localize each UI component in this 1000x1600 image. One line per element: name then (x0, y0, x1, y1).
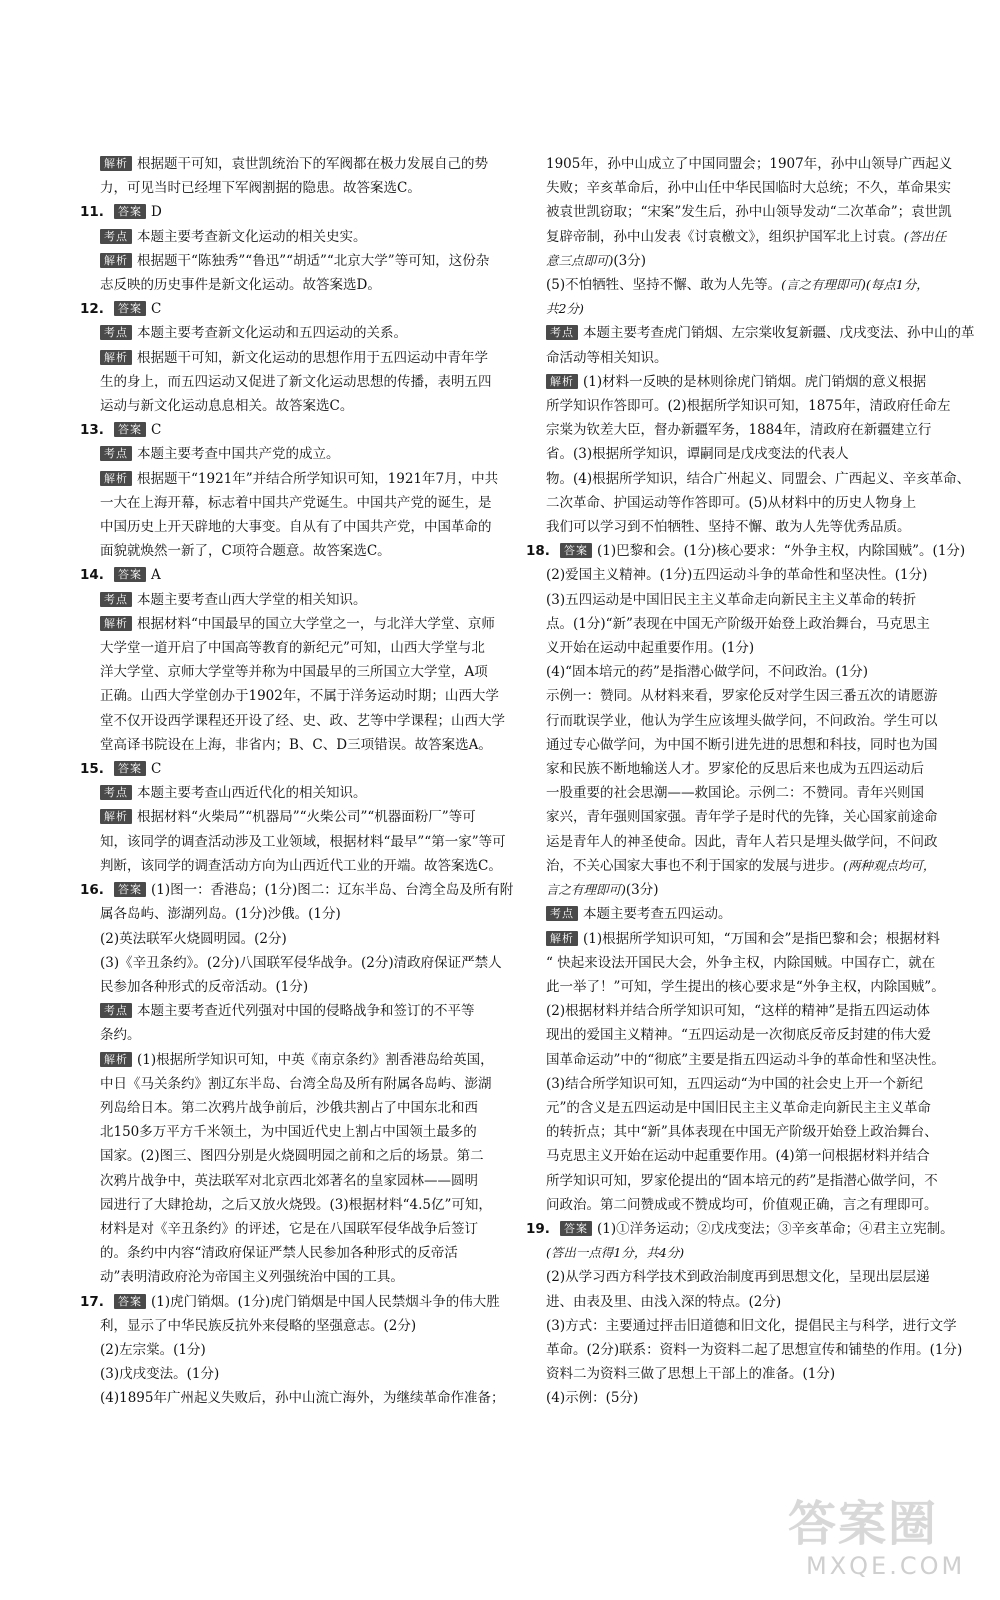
text-line (528, 854, 940, 878)
text-line (528, 709, 940, 733)
text-line (528, 1072, 940, 1096)
line-text: 根据题干“1921年”并结合所学知识可知，1921年7月，中共 (137, 470, 499, 487)
line-text: 根据材料“中国最早的国立大学堂之一，与北洋大学堂、京师 (137, 615, 495, 632)
line-text: 根据题干“陈独秀”“鲁迅”“胡适”“北京大学”等可知，这份杂 (137, 252, 490, 269)
text-line (82, 781, 492, 805)
line-text: 点。(1分)“新”表现在中国无产阶级开始登上政治舞台，马克思主 (546, 615, 930, 632)
text-line (528, 370, 940, 394)
text-line (82, 975, 492, 999)
text-line (528, 515, 940, 539)
label-badge: 答案 (560, 543, 592, 558)
text-line (528, 781, 940, 805)
line-text: (2)从学习西方科学技术到政治制度再到思想文化，呈现出层层递 (546, 1269, 930, 1286)
question-answer-line (82, 418, 492, 442)
text-line (528, 1144, 940, 1168)
line-text: (3)戊戌变法。(1分) (100, 1366, 220, 1383)
line-text: (3)《辛丑条约》。(2分)八国联军侵华战争。(2分)清政府保证严禁人 (100, 954, 502, 971)
text-line (528, 975, 945, 999)
question-number: 19. (526, 1220, 550, 1237)
text-line (82, 951, 502, 975)
line-text: 志反映的历史事件是新文化运动。故答案选D。 (100, 277, 381, 294)
question-number: 18. (526, 543, 550, 560)
scoring-note: (言之有理即可)(每点1分， (781, 277, 929, 293)
question-answer-line (80, 1290, 500, 1314)
line-text: 力，可见当时已经埋下军阀割据的隐患。故答案选C。 (100, 180, 421, 197)
text-line (82, 346, 492, 370)
text-line (528, 1362, 940, 1386)
line-text: 本题主要考查山西近代化的相关知识。 (137, 785, 367, 802)
text-line (528, 927, 940, 951)
scoring-note: 意三点即可) (546, 252, 614, 268)
line-text: (3)五四运动是中国旧民主主义革命走向新民主主义革命的转折 (546, 591, 917, 608)
text-line (528, 830, 940, 854)
line-text: (1)①洋务运动；②戊戌变法；③辛亥革命；④君主立宪制。 (597, 1220, 954, 1237)
line-text: 中国历史上开天辟地的大事变。自从有了中国共产党，中国革命的 (100, 519, 492, 536)
label-badge: 考点 (100, 446, 132, 461)
line-text: 根据题干可知，袁世凯统治下的军阀都在极力发展自己的势 (137, 156, 488, 172)
text-line (82, 249, 492, 273)
score-points: (3分) (625, 882, 659, 899)
line-text: 本题主要考查山西大学堂的相关知识。 (137, 591, 367, 608)
text-line (82, 321, 492, 345)
line-text: 问政治。第二问赞成或不赞成均可，价值观正确，言之有理即可。 (546, 1196, 938, 1213)
line-text: D (151, 204, 162, 221)
label-badge: 解析 (100, 253, 132, 268)
watermark-logo-text: 答案圈 (788, 1496, 939, 1552)
text-line (82, 660, 492, 684)
text-line (82, 394, 492, 418)
line-text: 本题主要考查新文化运动的相关史实。 (137, 228, 367, 245)
question-answer-line (82, 200, 492, 224)
question-number: 15. (80, 761, 104, 778)
label-badge: 解析 (100, 156, 132, 171)
label-badge: 解析 (100, 1052, 132, 1067)
text-line (82, 539, 492, 563)
text-line (82, 1072, 492, 1096)
line-text: 二次革命、护国运动等作答即可。(5)从材料中的历史人物身上 (546, 494, 917, 511)
line-text: 马克思主义开始在运动中起重要作用。(4)第一问根据材料并结合 (546, 1148, 930, 1165)
score-points: (3分) (613, 252, 647, 269)
line-text: 1905年，孙中山成立了中国同盟会；1907年，孙中山领导广西起义 (546, 156, 953, 172)
text-line (528, 1193, 940, 1217)
line-text: “ 快起来设法开国民大会，外争主权，内除国贼。中国存亡，就在 (546, 954, 936, 971)
text-line (82, 152, 492, 176)
text-line (528, 1314, 957, 1338)
text-line (528, 660, 940, 684)
text-line (528, 1241, 940, 1265)
scoring-note: 言之有理即可) (546, 882, 626, 898)
text-line (528, 636, 940, 660)
line-text: 的。条约中内容“清政府保证严禁人民参加各种形式的反帝活 (100, 1245, 458, 1262)
text-line (528, 225, 947, 249)
scoring-note: (答出任 (903, 228, 947, 244)
text-line (82, 1386, 505, 1410)
line-text: 利，显示了中华民族反抗外来侵略的坚强意志。(2分) (100, 1317, 417, 1334)
question-answer-line (82, 563, 492, 587)
text-line (82, 1338, 492, 1362)
line-text: 此一举了！”可知，学生提出的核心要求是“外争主权，内除国贼”。 (546, 978, 945, 995)
label-badge: 考点 (100, 325, 132, 340)
text-line (82, 805, 492, 829)
line-text: 物。(4)根据所学知识，结合广州起义、同盟会、广西起义、辛亥革命、 (546, 470, 971, 487)
line-text: 家和民族不断地输送人才。罗家伦的反思后来也成为五四运动后 (546, 761, 924, 778)
line-text: 本题主要考查新文化运动和五四运动的关系。 (137, 325, 407, 342)
line-text: 现出的爱国主义精神。“五四运动是一次彻底反帝反封建的伟大爱 (546, 1027, 931, 1044)
line-text: 本题主要考查近代列强对中国的侵略战争和签订的不平等 (137, 1003, 475, 1020)
line-text: 复辟帝制，孙中山发表《讨袁檄文》，组织护国军北上讨袁。 (546, 228, 904, 245)
text-line (82, 1048, 492, 1072)
line-text: 进、由表及里、由浅入深的特点。(2分) (546, 1293, 782, 1310)
label-badge: 答案 (114, 567, 146, 582)
line-text: 列岛给日本。第二次鸦片战争前后，沙俄共割占了中国东北和西 (100, 1099, 478, 1116)
line-text: 园进行了大肆抢劫，之后又放火烧毁。(3)根据材料“4.5亿”可知， (100, 1196, 492, 1213)
line-text: 知，该同学的调查活动涉及工业领域，根据材料“最早”“第一家”等可 (100, 833, 506, 850)
line-text: 本题主要考查五四运动。 (583, 906, 732, 923)
text-line (528, 612, 940, 636)
line-text: 家兴，青年强则国家强。青年学子是时代的先锋，关心国家前途命 (546, 809, 938, 826)
watermark-url: MXQE.COM (806, 1552, 966, 1580)
text-line (82, 999, 492, 1023)
line-text: C (151, 761, 162, 778)
line-text: (3)方式：主要通过抨击旧道德和旧文化，提倡民主与科学，进行文学 (546, 1317, 957, 1334)
line-text: 所学知识可知，罗家伦提出的“固本培元的药”是指潜心做学问，不 (546, 1172, 938, 1189)
line-text: (1)根据所学知识可知，中英《南京条约》割香港岛给英国， (137, 1051, 494, 1068)
line-text: (1)巴黎和会。(1分)核心要求：“外争主权，内除国贼”。(1分) (597, 543, 966, 560)
line-text: 中日《马关条约》割辽东半岛、台湾全岛及所有附属各岛屿、澎湖 (100, 1075, 492, 1092)
line-text: 材料是对《辛丑条约》的评述，它是在八国联军侵华战争后签订 (100, 1220, 478, 1237)
text-line (82, 612, 495, 636)
text-line (528, 297, 940, 321)
line-text: 堂高译书院设在上海，非省内；B、C、D三项错误。故答案选A。 (100, 736, 492, 753)
text-line (528, 757, 940, 781)
line-text: 宗棠为钦差大臣，督办新疆军务，1884年，清政府在新疆建立行 (546, 422, 932, 439)
line-text: 国革命运动”中的“彻底”主要是指五四运动斗争的革命性和坚决性。 (546, 1051, 945, 1068)
question-number: 14. (80, 567, 104, 584)
question-number: 16. (80, 882, 104, 899)
text-line (82, 1120, 492, 1144)
label-badge: 考点 (100, 785, 132, 800)
line-text: 我们可以学习到不怕牺牲、坚持不懈、敢为人先等优秀品质。 (546, 519, 911, 536)
text-line (82, 273, 492, 297)
line-text: 大学堂一道开启了中国高等教育的新纪元”可知，山西大学堂与北 (100, 640, 485, 657)
label-badge: 解析 (100, 809, 132, 824)
text-line (82, 1265, 492, 1289)
text-line (528, 588, 940, 612)
text-line (82, 830, 506, 854)
text-line (82, 854, 502, 878)
line-text: (1)图一：香港岛；(1分)图二：辽东半岛、台湾全岛及所有附 (151, 882, 514, 899)
text-line (82, 1217, 492, 1241)
line-text: 元”的含义是五四运动是中国旧民主主义革命走向新民主主义革命 (546, 1099, 931, 1116)
line-text: (2)英法联军火烧圆明园。(2分) (100, 930, 287, 947)
text-line (528, 902, 940, 926)
text-line (82, 1096, 492, 1120)
line-text: 本题主要考查中国共产党的成立。 (137, 446, 340, 463)
label-badge: 答案 (114, 761, 146, 776)
line-text: 民参加各种形式的反帝活动。(1分) (100, 978, 309, 995)
text-line (82, 636, 492, 660)
text-line (528, 1048, 945, 1072)
scoring-note: (答出一点得1分，共4分) (546, 1245, 685, 1261)
line-text: 革命。(2分)联系：资料一为资料二起了思想宣传和铺垫的作用。(1分) (546, 1341, 963, 1358)
line-text: 面貌就焕然一新了，C项符合题意。故答案选C。 (100, 543, 391, 560)
label-badge: 解析 (100, 350, 132, 365)
text-line (82, 733, 492, 757)
text-line (528, 176, 951, 200)
text-line (528, 467, 971, 491)
text-line (528, 684, 940, 708)
line-text: 所学知识作答即可。(2)根据所学知识可知，1875年，清政府任命左 (546, 398, 951, 415)
question-number: 17. (80, 1293, 104, 1310)
left-column (80, 152, 514, 1411)
text-line (82, 1169, 492, 1193)
text-line (82, 1362, 492, 1386)
text-line (528, 152, 953, 176)
text-line (82, 1314, 492, 1338)
text-line (528, 1386, 940, 1410)
scoring-note: (两种观点均可， (843, 857, 936, 873)
label-badge: 考点 (100, 229, 132, 244)
question-number: 13. (80, 422, 104, 439)
text-line (528, 249, 940, 273)
line-text: (2)爱国主义精神。(1分)五四运动斗争的革命性和坚决性。(1分) (546, 567, 928, 584)
line-text: (2)左宗棠。(1分) (100, 1341, 206, 1358)
text-line (528, 1290, 940, 1314)
text-line (82, 684, 499, 708)
line-text: 次鸦片战争中，英法联军对北京西北郊著名的皇家园林——圆明 (100, 1172, 478, 1189)
line-text: 通过专心做学问，为中国不断引进先进的思想和科技，同时也为国 (546, 736, 938, 753)
label-badge: 解析 (100, 616, 132, 631)
text-line (528, 200, 952, 224)
text-line (528, 394, 951, 418)
text-line (528, 346, 940, 370)
line-text: 一大在上海开幕，标志着中国共产党诞生。中国共产党的诞生，是 (100, 494, 492, 511)
line-text: (4)“固本培元的药”是指潜心做学问，不问政治。(1分) (546, 664, 869, 681)
text-line (528, 733, 940, 757)
text-line (82, 1193, 492, 1217)
line-text: 属各岛屿、澎湖列岛。(1分)沙俄。(1分) (100, 906, 341, 923)
text-line (528, 1265, 940, 1289)
text-line (528, 999, 940, 1023)
text-line (82, 1144, 492, 1168)
label-badge: 解析 (546, 931, 578, 946)
line-text: 正确。山西大学堂创办于1902年，不属于洋务运动时期；山西大学 (100, 688, 499, 705)
text-line (528, 1120, 940, 1144)
line-text: C (151, 422, 162, 439)
line-text: 根据题干可知，新文化运动的思想作用于五四运动中青年学 (137, 349, 488, 366)
text-line (528, 442, 940, 466)
line-text: C (151, 301, 162, 318)
site-watermark (788, 1496, 968, 1586)
text-line (82, 927, 492, 951)
line-text: (5)不怕牺牲、坚持不懈、敢为人先等。 (546, 277, 782, 294)
label-badge: 答案 (114, 204, 146, 219)
label-badge: 考点 (546, 325, 578, 340)
line-text: 条约。 (100, 1027, 141, 1044)
text-line (528, 1338, 963, 1362)
line-text: A (151, 567, 161, 584)
text-line (528, 1169, 940, 1193)
line-text: 洋大学堂、京师大学堂等并称为中国最早的三所国立大学堂，A项 (100, 664, 488, 681)
text-line (82, 709, 505, 733)
line-text: 运动与新文化运动息息相关。故答案选C。 (100, 398, 354, 415)
text-line (82, 1023, 492, 1047)
line-text: 行而耽误学业，他认为学生应该埋头做学问，不问政治。学生可以 (546, 712, 938, 729)
label-badge: 答案 (114, 882, 146, 897)
text-line (528, 1023, 940, 1047)
text-line (82, 1241, 492, 1265)
text-line (528, 321, 975, 345)
line-text: 的转折点；其中“新”具体表现在中国无产阶级开始登上政治舞台、 (546, 1124, 938, 1141)
label-badge: 考点 (100, 1003, 132, 1018)
text-line (82, 515, 492, 539)
line-text: (1)虎门销烟。(1分)虎门销烟是中国人民禁烟斗争的伟大胜 (151, 1293, 500, 1310)
text-line (82, 588, 492, 612)
line-text: 省。(3)根据所学知识，谭嗣同是戊戌变法的代表人 (546, 446, 849, 463)
text-line (82, 902, 492, 926)
line-text: (1)材料一反映的是林则徐虎门销烟。虎门销烟的意义根据 (583, 373, 927, 390)
text-line (82, 467, 499, 491)
line-text: 动”表明清政府沦为帝国主义列强统治中国的工具。 (100, 1269, 404, 1286)
text-line (82, 370, 492, 394)
question-answer-line (526, 1217, 954, 1241)
label-badge: 解析 (100, 471, 132, 486)
scoring-note: 共2分) (546, 301, 584, 317)
line-text: (2)根据材料并结合所学知识可知，“这样的精神”是指五四运动体 (546, 1003, 930, 1020)
text-line (528, 491, 940, 515)
line-text: (1)根据所学知识可知，“万国和会”是指巴黎和会；根据材料 (583, 930, 940, 947)
label-badge: 答案 (114, 422, 146, 437)
question-number: 11. (80, 204, 104, 221)
text-line (528, 273, 940, 297)
line-text: 一股重要的社会思潮——救国论。示例二：不赞同。青年兴则国 (546, 785, 924, 802)
line-text: 本题主要考查虎门销烟、左宗棠收复新疆、戊戌变法、孙中山的革 (583, 325, 975, 342)
text-line (528, 418, 940, 442)
line-text: (3)结合所学知识可知，五四运动“为中国的社会史上开一个新纪 (546, 1075, 924, 1092)
label-badge: 考点 (546, 906, 578, 921)
right-column (526, 152, 975, 1411)
line-text: 资料二为资料三做了思想上干部上的准备。(1分) (546, 1366, 836, 1383)
line-text: 被袁世凯窃取；“宋案”发生后，孙中山领导发动“二次革命”；袁世凯 (546, 204, 952, 221)
line-text: 生的身上，而五四运动又促进了新文化运动思想的传播，表明五四 (100, 373, 492, 390)
line-text: 国家。(2)图三、图四分别是火烧圆明园之前和之后的场景。第二 (100, 1148, 484, 1165)
line-text: 治，不关心国家大事也不利于国家的发展与进步。 (546, 857, 843, 874)
label-badge: 考点 (100, 592, 132, 607)
line-text: 判断，该同学的调查活动方向为山西近代工业的开端。故答案选C。 (100, 857, 502, 874)
text-line (528, 805, 940, 829)
line-text: 北150多万平方千米领土，为中国近代史上割占中国领土最多的 (100, 1124, 477, 1141)
label-badge: 解析 (546, 374, 578, 389)
line-text: 义开始在运动中起重要作用。(1分) (546, 640, 755, 657)
text-line (528, 951, 940, 975)
question-answer-line (80, 878, 514, 902)
line-text: 示例一：赞同。从材料来看，罗家伦反对学生因三番五次的请愿游 (546, 688, 938, 705)
text-line (82, 176, 492, 200)
text-line (528, 1096, 940, 1120)
question-answer-line (82, 297, 492, 321)
line-text: 失败；辛亥革命后，孙中山任中华民国临时大总统；不久，革命果实 (546, 180, 951, 197)
text-line (528, 878, 940, 902)
text-line (82, 225, 492, 249)
question-number: 12. (80, 301, 104, 318)
line-text: 命活动等相关知识。 (546, 349, 668, 366)
question-answer-line (82, 757, 492, 781)
text-line (528, 563, 940, 587)
label-badge: 答案 (114, 301, 146, 316)
line-text: (4)1895年广州起义失败后，孙中山流亡海外，为继续革命作准备； (100, 1390, 505, 1407)
line-text: 堂不仅开设西学课程还开设了经、史、政、艺等中学课程；山西大学 (100, 712, 505, 729)
line-text: 根据材料“火柴局”“机器局”“火柴公司”“机器面粉厂”等可 (137, 809, 476, 826)
label-badge: 答案 (560, 1221, 592, 1236)
text-line (82, 442, 492, 466)
question-answer-line (526, 539, 966, 563)
line-text: 运是青年人的神圣使命。因此，青年人若只是埋头做学问，不问政 (546, 833, 938, 850)
line-text: (4)示例：(5分) (546, 1390, 639, 1407)
text-line (82, 491, 492, 515)
label-badge: 答案 (114, 1294, 146, 1309)
